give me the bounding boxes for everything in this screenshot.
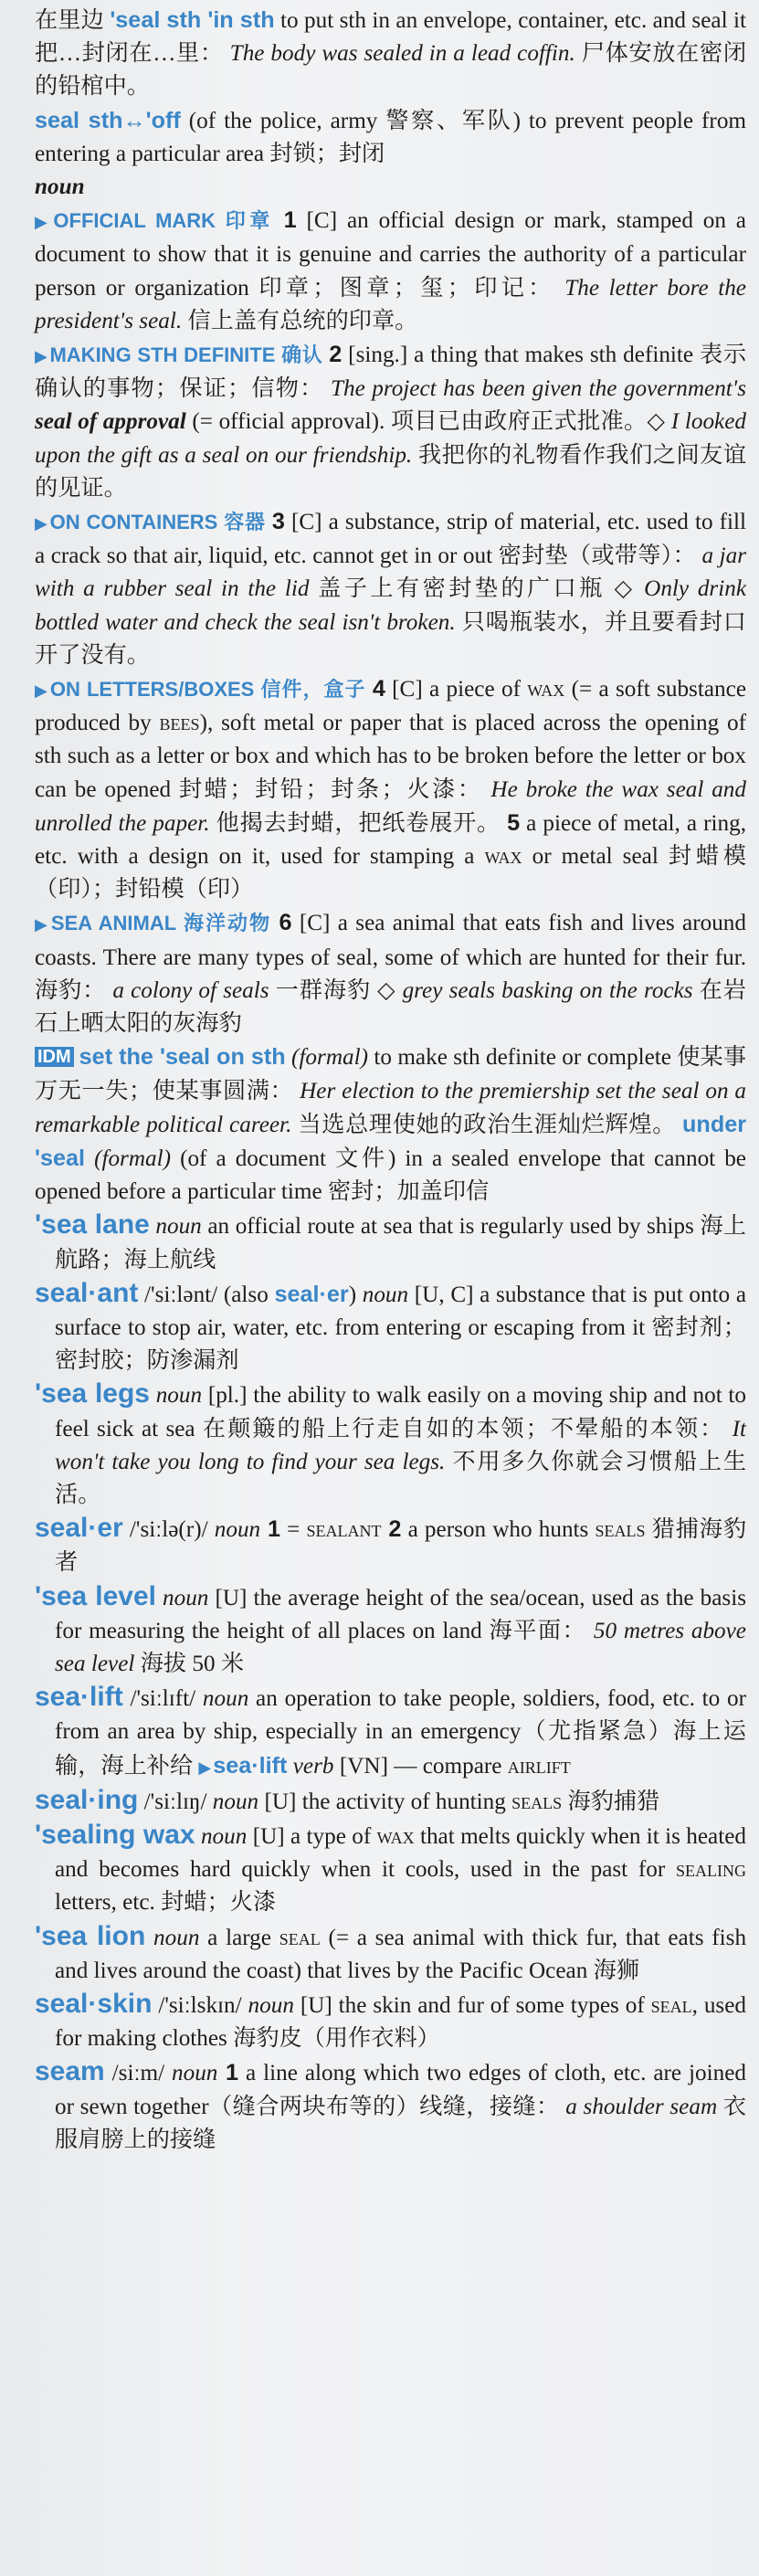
part-of-speech: noun [241, 1992, 294, 2018]
triangle-icon: ▶ [35, 915, 49, 934]
example: It won't take you long to find your sea legs. [55, 1416, 746, 1474]
definition: a piece of metal, a ring, etc. with a design on it, used for stamping a [35, 810, 746, 870]
triangle-icon: ▶ [35, 213, 52, 232]
headword: seam [35, 2056, 105, 2087]
definition: , used for making clothes 海豹皮（用作衣料） [55, 1992, 747, 2052]
cross-reference[interactable]: wax [527, 677, 565, 702]
headword: 'sea lion [35, 1920, 146, 1951]
noun-label: noun [35, 174, 85, 200]
entry-sea-lion [35, 1920, 746, 1988]
entry-sealant [35, 1277, 746, 1378]
pronunciation: /'siːlə(r)/ [122, 1517, 208, 1543]
sense-number: 1 [283, 207, 297, 234]
example: Only drink bottled water and check the seal isn't broken. [35, 576, 746, 635]
cross-reference[interactable]: sealant [306, 1517, 382, 1543]
triangle-icon: ▶ [35, 681, 48, 701]
definition: (= a sea animal with thick fur, that eats fish and lives around the coast) that lives by the Pacific Ocean 海狮 [55, 1925, 747, 1983]
translation: 当选总理使她的政治生涯灿烂辉煌。 [291, 1112, 677, 1137]
definition: [sing.] a thing that makes sth definite 表示确认的事物；保证；信物： [35, 343, 747, 402]
definition: (of the police, army 警察、军队) to prevent people from entering a particular area 封锁；封闭 [35, 108, 747, 166]
example: a shoulder seam [559, 2094, 718, 2119]
sense-number: 2 [381, 1516, 402, 1543]
definition: a person who hunts [401, 1517, 596, 1543]
definition: to put sth in an envelope, container, etc. and seal it 把…封闭在…里： [35, 8, 746, 67]
entry-sea-legs [35, 1378, 746, 1512]
example: a colony of seals [106, 977, 269, 1003]
translation: 只喝瓶装水，并且要看封口开了没有。 [35, 609, 746, 668]
example: The body was sealed in a lead coffin. [223, 41, 575, 67]
sense-number: 1 [260, 1516, 281, 1543]
example: He broke the wax seal and unrolled the paper. [35, 776, 746, 836]
pronunciation: /'siːlɪft/ [122, 1686, 196, 1712]
definition: that melts quickly when it is heated and becomes hard quickly when it cools, used in the past for [55, 1823, 747, 1883]
translation: 项目已由政府正式批准。◇ [385, 409, 666, 435]
translation: letters, etc. 封蜡；火漆 [55, 1890, 277, 1916]
sense-official-mark [35, 204, 746, 338]
translation: 盖子上有密封垫的广口瓶 ◇ [309, 576, 636, 602]
entry-seam [35, 2055, 746, 2157]
equals: = [280, 1517, 307, 1543]
punctuation: ) [348, 1282, 357, 1307]
pronunciation: /'siːlənt/ (also [138, 1282, 275, 1307]
sense-number: 2 [329, 342, 343, 368]
part-of-speech: noun [207, 1517, 261, 1543]
sense-number: 3 [271, 509, 285, 535]
translation: 衣服肩膀上的接缝 [55, 2094, 747, 2152]
derivative-headword: sea·lift [213, 1752, 288, 1779]
translation: 不用多久你就会习惯船上生活。 [55, 1449, 747, 1507]
entry-sealer [35, 1512, 746, 1579]
part-of-speech: noun [195, 1823, 248, 1849]
definition: a large [199, 1925, 279, 1950]
sense-making-definite [35, 338, 746, 505]
definition: [pl.] the ability to walk easily on a moving ship and not to feel sick at sea 在颠簸的船上行走自如的本领；不晕船的本领： [55, 1383, 747, 1441]
headword: seal·skin [35, 1988, 153, 2019]
cross-reference[interactable]: bees [159, 711, 200, 736]
definition: a line along which two edges of cloth, etc. are joined or sewn together（缝合两块布等的）线缝，接缝： [55, 2061, 746, 2119]
part-of-speech: noun [145, 1925, 200, 1950]
sense-on-containers [35, 505, 746, 672]
sense-number: 5 [507, 809, 521, 836]
pronunciation: /'siːlɪŋ/ [138, 1789, 207, 1814]
idiom-headword: under 'seal [35, 1111, 747, 1171]
example: I looked upon the gift as a seal on our friendship. [35, 409, 746, 468]
part-of-speech: noun [195, 1686, 249, 1712]
definition: [U] a type of [247, 1823, 377, 1849]
definition: [U] the skin and fur of some types of [293, 1992, 651, 2018]
variant-headword: seal·er [274, 1281, 349, 1307]
example: grey seals basking on the rocks [395, 977, 693, 1003]
example: The letter bore the president's seal. [35, 275, 746, 333]
part-of-speech: verb [287, 1753, 334, 1779]
entry-sealskin [35, 1988, 746, 2055]
headword: 'sea lane [35, 1209, 150, 1240]
definition: [U, C] a substance that is put onto a surface to stop air, water, etc. from entering or escaping from it 密封剂；密封胶；防渗漏剂 [55, 1282, 746, 1374]
definition: (= a soft substance produced by [35, 677, 746, 736]
idiom-badge: IDM [35, 1047, 74, 1067]
cross-reference[interactable]: sealing [676, 1857, 746, 1883]
part-of-speech: noun [356, 1282, 409, 1307]
translation: 猎捕海豹者 [55, 1517, 747, 1576]
cross-reference[interactable]: seal [279, 1925, 321, 1950]
definition: or metal seal 封蜡模（印）；封铅模（印） [35, 844, 746, 903]
definition: [U] the average height of the sea/ocean, used as the basis for measuring the height of all places on land 海平面： [55, 1585, 747, 1643]
collocation: seal of approval [35, 409, 186, 435]
definition: (of a document 文件) in a sealed envelope that cannot be opened before a particular time 密封；加盖印信 [35, 1145, 746, 1205]
example: a jar with a rubber seal in the lid [35, 544, 746, 602]
pronunciation: /siːm/ [104, 2061, 165, 2086]
phrasal-verb-headword: 'seal sth 'in sth [110, 7, 275, 33]
sense-heading: OFFICIAL MARK 印章 [53, 209, 274, 233]
sense-number: 1 [217, 2060, 239, 2086]
translation: 信上盖有总统的印章。 [182, 308, 418, 333]
part-of-speech: noun [164, 2061, 218, 2086]
register-label: (formal) [85, 1145, 172, 1171]
part-of-speech: noun [206, 1789, 259, 1814]
headword: seal·er [35, 1513, 123, 1544]
example: Her election to the premiership set the seal on a remarkable political career. [35, 1078, 746, 1137]
sense-number: 4 [372, 676, 385, 702]
definition: [C] a piece of [385, 677, 528, 702]
sense-heading: ON CONTAINERS 容器 [49, 511, 266, 534]
definition: ), soft metal or paper that is placed across the opening of sth such as a letter or box and which has to be broken before the letter or box can be opened 封蜡；封铅；封条；火漆： [35, 711, 747, 802]
pronunciation: /'siːlskɪn/ [152, 1992, 242, 2018]
phrasal-verb-seal-off [35, 104, 746, 171]
headword: sea·lift [35, 1682, 123, 1713]
cross-reference[interactable]: seals [511, 1789, 563, 1814]
definition: [U] the activity of hunting [258, 1789, 512, 1814]
headword: seal·ant [35, 1277, 139, 1308]
translation: 一群海豹 ◇ [269, 977, 396, 1003]
part-of-speech: noun [149, 1214, 202, 1240]
definition: [C] a sea animal that eats fish and lives around coasts. There are many types of seal, some of which are hunted for their fur. 海豹： [35, 911, 746, 1003]
definition: [C] a substance, strip of material, etc. used to fill a crack so that air, liquid, etc. cannot get in or out 密封垫（或带等）： [35, 510, 746, 569]
headword: seal·ing [35, 1784, 139, 1815]
definition: [C] an official design or mark, stamped on a document to show that it is genuine and carries the authority of a particular person or organization 印章；图章；玺；印记： [35, 208, 746, 301]
triangle-icon: ▶ [35, 347, 48, 366]
definition: an operation to take people, soldiers, food, etc. to or from an area by ship, especially in an emergency（尤指紧急）海上运输，海上补给 [55, 1686, 746, 1779]
text: 在里边 [35, 8, 111, 33]
cross-reference[interactable]: wax [376, 1823, 415, 1849]
example: The project has been given the government's [323, 376, 746, 402]
definition: to make sth definite or complete 使某事万无一失；使某事圆满： [35, 1045, 747, 1103]
translation: 在岩石上晒太阳的灰海豹 [35, 977, 746, 1037]
cross-reference[interactable]: seal [650, 1992, 692, 2018]
translation: 我把你的礼物看作我们之间友谊的见证。 [35, 442, 747, 501]
grammar: [VN] — compare [333, 1753, 508, 1779]
sense-on-letters [35, 672, 746, 906]
headword: 'sea level [35, 1580, 156, 1611]
sense-heading: MAKING STH DEFINITE 确认 [49, 343, 323, 367]
translation: 尸体安放在密闭的铅棺中。 [35, 41, 747, 100]
headword: 'sealing wax [35, 1819, 195, 1850]
phrasal-verb-headword: seal sth↔'off [35, 107, 181, 133]
translation: 海豹捕猎 [562, 1789, 660, 1814]
headword: 'sea legs [35, 1378, 150, 1409]
entry-sealing [35, 1784, 746, 1819]
idiom-headword: set the 'seal on sth [79, 1044, 286, 1071]
cross-reference[interactable]: airlift [507, 1753, 571, 1779]
sense-heading: SEA ANIMAL 海洋动物 [50, 912, 272, 935]
cross-reference[interactable]: seals [595, 1517, 646, 1543]
cross-reference[interactable]: wax [484, 844, 522, 870]
translation: 他揭去封蜡，把纸卷展开。 [209, 810, 501, 836]
idioms-block [35, 1040, 746, 1209]
definition: an official route at sea that is regularly used by ships 海上航路；海上航线 [55, 1214, 746, 1272]
sense-sea-animal [35, 906, 746, 1040]
entry-sealift [35, 1681, 746, 1784]
entry-sealing-wax [35, 1819, 746, 1920]
part-of-speech: noun [149, 1383, 203, 1409]
entry-sea-level [35, 1580, 746, 1682]
gloss: (= official approval). [185, 409, 385, 435]
sense-number: 6 [279, 910, 292, 936]
phrasal-verb-seal-in [35, 4, 746, 104]
register-label: (formal) [285, 1045, 369, 1071]
example: 50 metres above sea level [55, 1618, 746, 1676]
part-of-speech: noun [155, 1585, 209, 1610]
derivative-arrow-icon: ▶ [198, 1758, 212, 1777]
sense-heading: ON LETTERS/BOXES 信件，盒子 [49, 678, 366, 702]
triangle-icon: ▶ [35, 514, 48, 533]
entry-sea-lane [35, 1209, 746, 1276]
translation: 海拔 50 米 [134, 1651, 245, 1676]
